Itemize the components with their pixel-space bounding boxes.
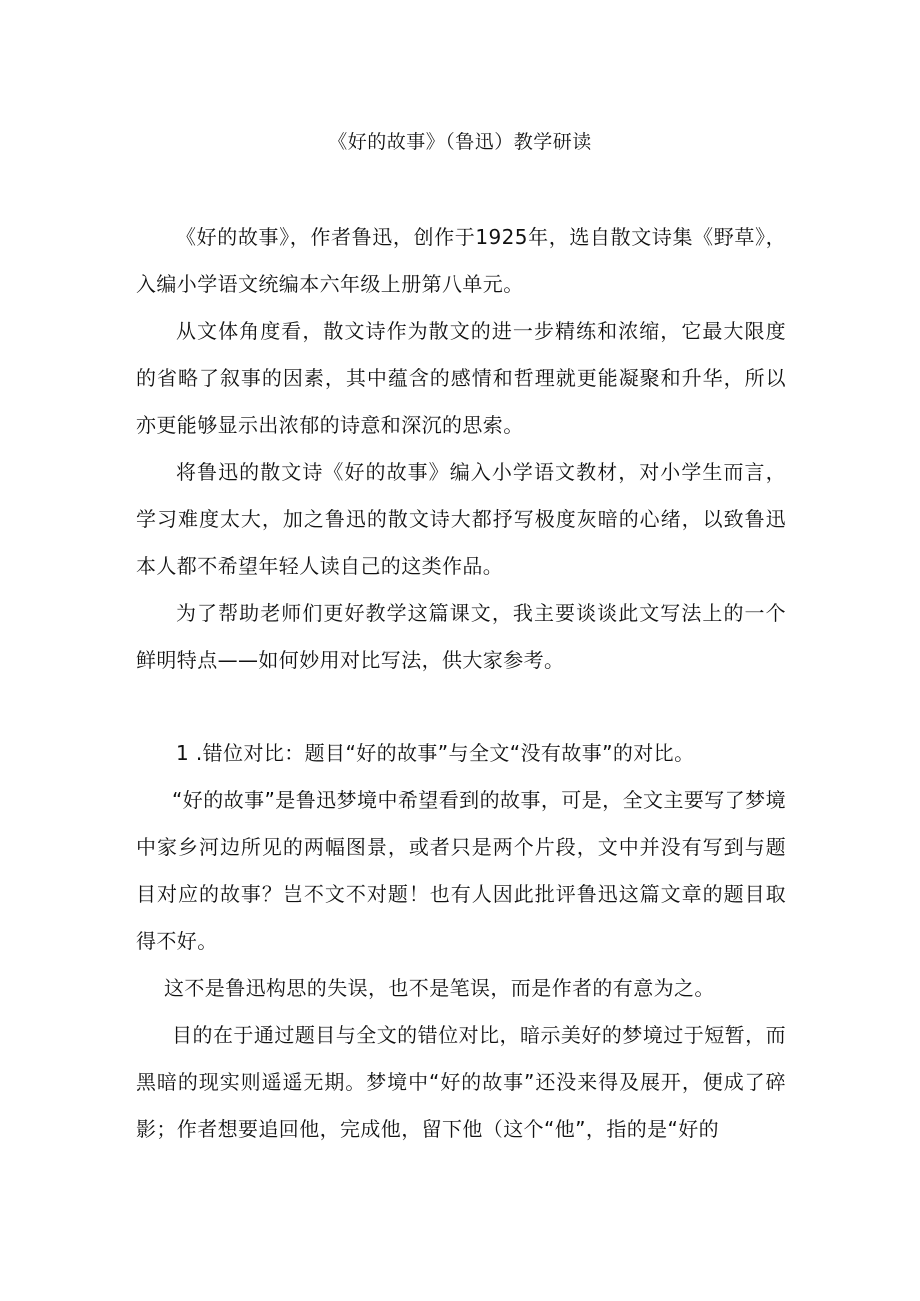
- paragraph-not-mistake: 这不是鲁迅构思的失误，也不是笔误，而是作者的有意为之。: [164, 976, 715, 1000]
- section-spacer: [136, 684, 786, 730]
- section-heading: 1 .错位对比：题目“好的故事”与全文“没有故事”的对比。: [176, 741, 695, 765]
- document-title: 《好的故事》（鲁迅）教学研读: [328, 131, 592, 153]
- paragraph-difficulty: 将鲁迅的散文诗《好的故事》编入小学语文教材，对小学生而言，学习难度太大，加之鲁迅的散文诗大都抒写极度灰暗的心绪，以致鲁迅本人都不希望年轻人读自己的这类作品。: [136, 460, 786, 578]
- paragraph-purpose-contrast: 目的在于通过题目与全文的错位对比，暗示美好的梦境过于短暂，而黑暗的现实则遥遥无期。梦境中“好的故事”还没来得及展开，便成了碎影；作者想要追回他，完成他，留下他（这个“他”，指的是“好的: [136, 1023, 786, 1141]
- paragraph-intro: 《好的故事》，作者鲁迅，创作于1925年，选自散文诗集《野草》，入编小学语文统编本六年级上册第八单元。: [136, 225, 786, 296]
- paragraph-genre: 从文体角度看，散文诗作为散文的进一步精练和浓缩，它最大限度的省略了叙事的因素，其中蕴含的感情和哲理就更能凝聚和升华，所以亦更能够显示出浓郁的诗意和深沉的思索。: [136, 319, 786, 437]
- document-body: [136, 214, 786, 1153]
- paragraph-purpose: 为了帮助老师们更好教学这篇课文，我主要谈谈此文写法上的一个鲜明特点——如何妙用对比写法，供大家参考。: [136, 601, 786, 672]
- paragraph-good-story: “好的故事”是鲁迅梦境中希望看到的故事，可是，全文主要写了梦境中家乡河边所见的两幅图景，或者只是两个片段，文中并没有写到与题目对应的故事？岂不文不对题！也有人因此批评鲁迅这篇文章的题目取得不好。: [136, 788, 786, 953]
